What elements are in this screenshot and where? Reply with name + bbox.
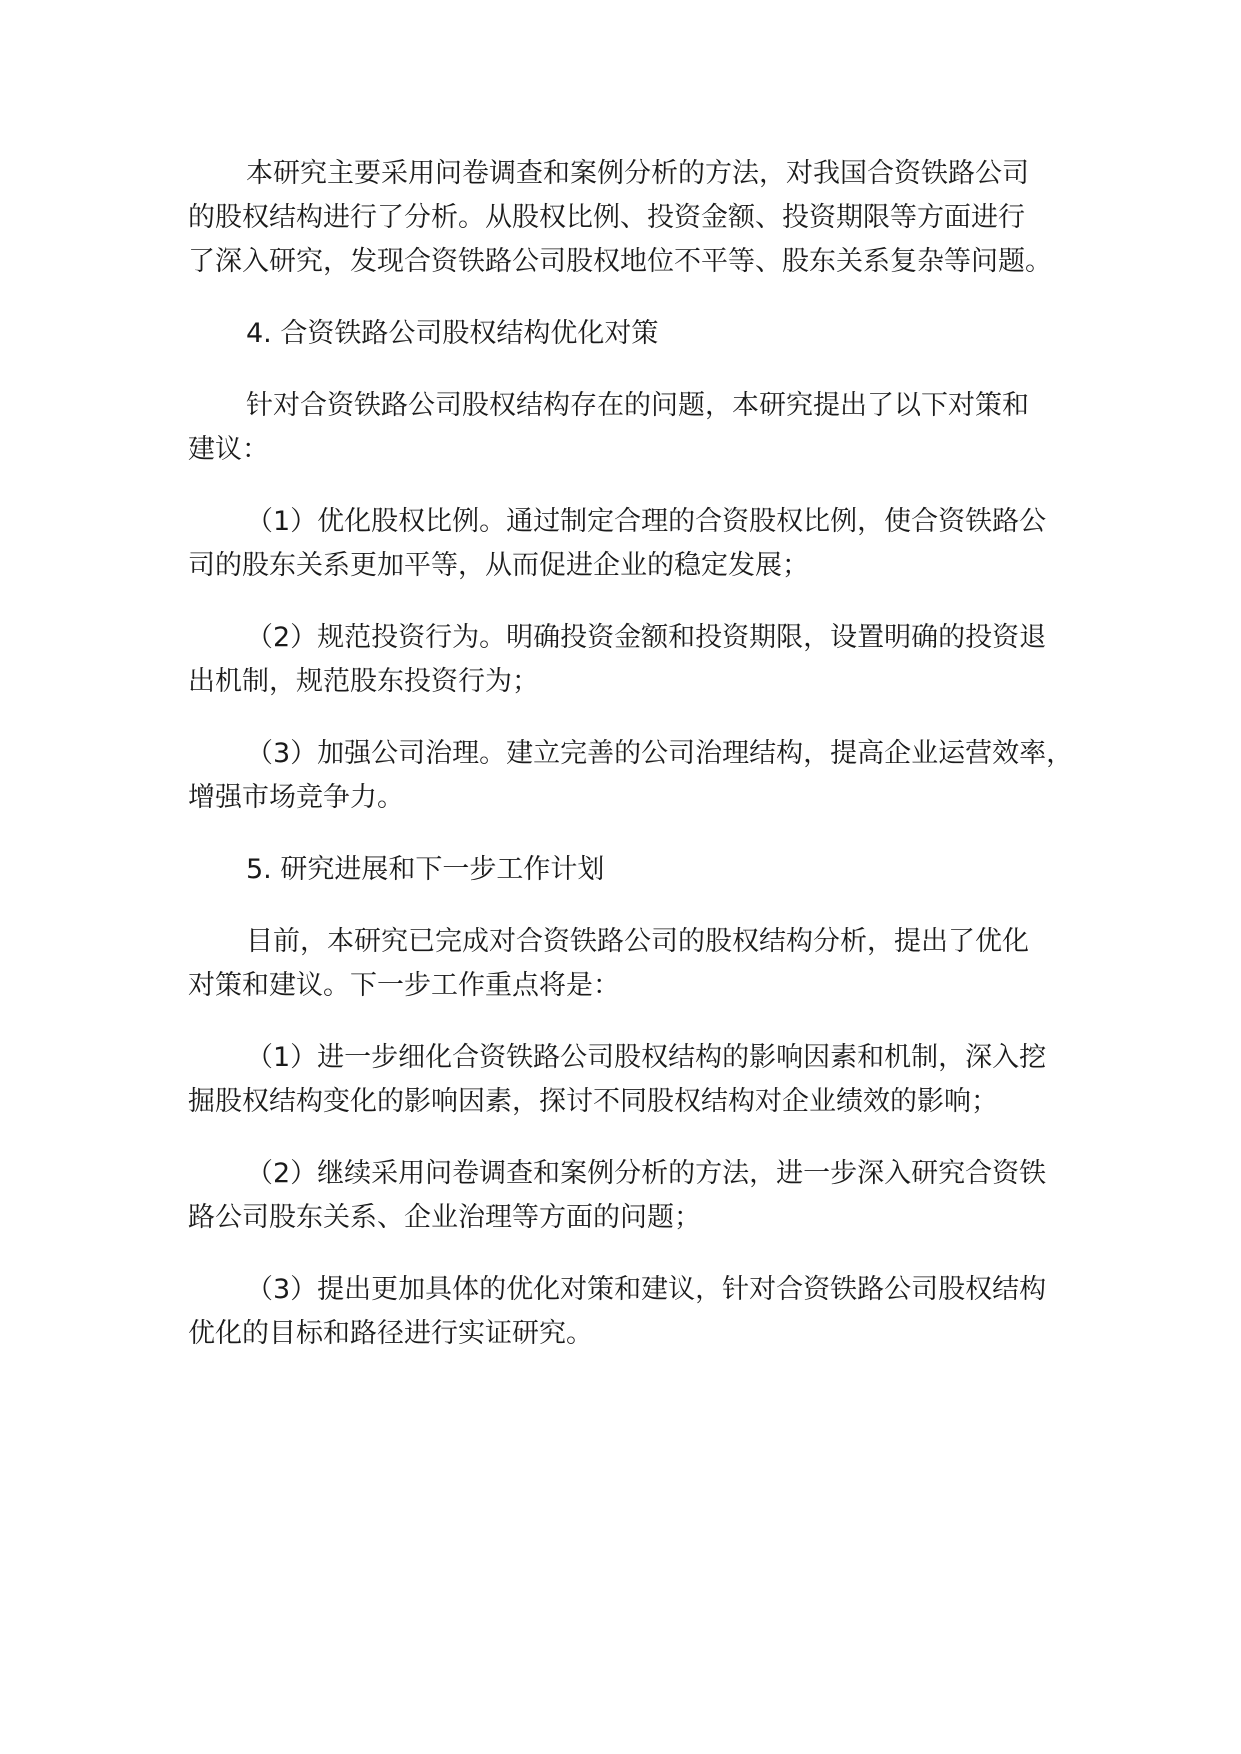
paragraph-line: 路公司股东关系、企业治理等方面的问题；	[188, 1202, 701, 1233]
list-item-countermeasure-1	[188, 500, 1068, 588]
list-item-plan-1	[188, 1036, 1068, 1124]
paragraph-research-method	[188, 152, 1068, 284]
paragraph-line: （1）优化股权比例。通过制定合理的合资股权比例，使合资铁路公	[246, 506, 1047, 537]
paragraph-progress	[188, 920, 1068, 1008]
paragraph-line: 针对合资铁路公司股权结构存在的问题，本研究提出了以下对策和	[246, 390, 1029, 421]
paragraph-line: 掘股权结构变化的影响因素，探讨不同股权结构对企业绩效的影响；	[188, 1086, 998, 1117]
list-item-countermeasure-3	[188, 732, 1074, 820]
paragraph-line: （2）继续采用问卷调查和案例分析的方法，进一步深入研究合资铁	[246, 1158, 1047, 1189]
list-item-plan-3	[188, 1268, 1068, 1356]
paragraph-line: 建议：	[188, 434, 269, 465]
paragraph-line: 对策和建议。下一步工作重点将是：	[188, 970, 620, 1001]
paragraph-line: 司的股东关系更加平等，从而促进企业的稳定发展；	[188, 550, 809, 581]
paragraph-line: 出机制，规范股东投资行为；	[188, 666, 539, 697]
paragraph-countermeasures-intro	[188, 384, 1068, 472]
heading-text: 5. 研究进展和下一步工作计划	[246, 854, 605, 885]
document-body	[188, 152, 1074, 1384]
section-heading-4	[188, 312, 1068, 356]
section-heading-5	[188, 848, 1068, 892]
paragraph-line: （3）加强公司治理。建立完善的公司治理结构，提高企业运营效率，	[246, 738, 1074, 769]
list-item-plan-2	[188, 1152, 1068, 1240]
paragraph-line: （1）进一步细化合资铁路公司股权结构的影响因素和机制，深入挖	[246, 1042, 1047, 1073]
paragraph-line: 目前，本研究已完成对合资铁路公司的股权结构分析，提出了优化	[246, 926, 1029, 957]
paragraph-line: 了深入研究，发现合资铁路公司股权地位不平等、股东关系复杂等问题。	[188, 246, 1052, 277]
paragraph-line: 优化的目标和路径进行实证研究。	[188, 1318, 593, 1349]
paragraph-line: （3）提出更加具体的优化对策和建议，针对合资铁路公司股权结构	[246, 1274, 1047, 1305]
paragraph-line: （2）规范投资行为。明确投资金额和投资期限，设置明确的投资退	[246, 622, 1047, 653]
paragraph-line: 增强市场竞争力。	[188, 782, 404, 813]
paragraph-line: 本研究主要采用问卷调查和案例分析的方法，对我国合资铁路公司	[246, 158, 1029, 189]
list-item-countermeasure-2	[188, 616, 1068, 704]
paragraph-line: 的股权结构进行了分析。从股权比例、投资金额、投资期限等方面进行	[188, 202, 1025, 233]
heading-text: 4. 合资铁路公司股权结构优化对策	[246, 318, 659, 349]
